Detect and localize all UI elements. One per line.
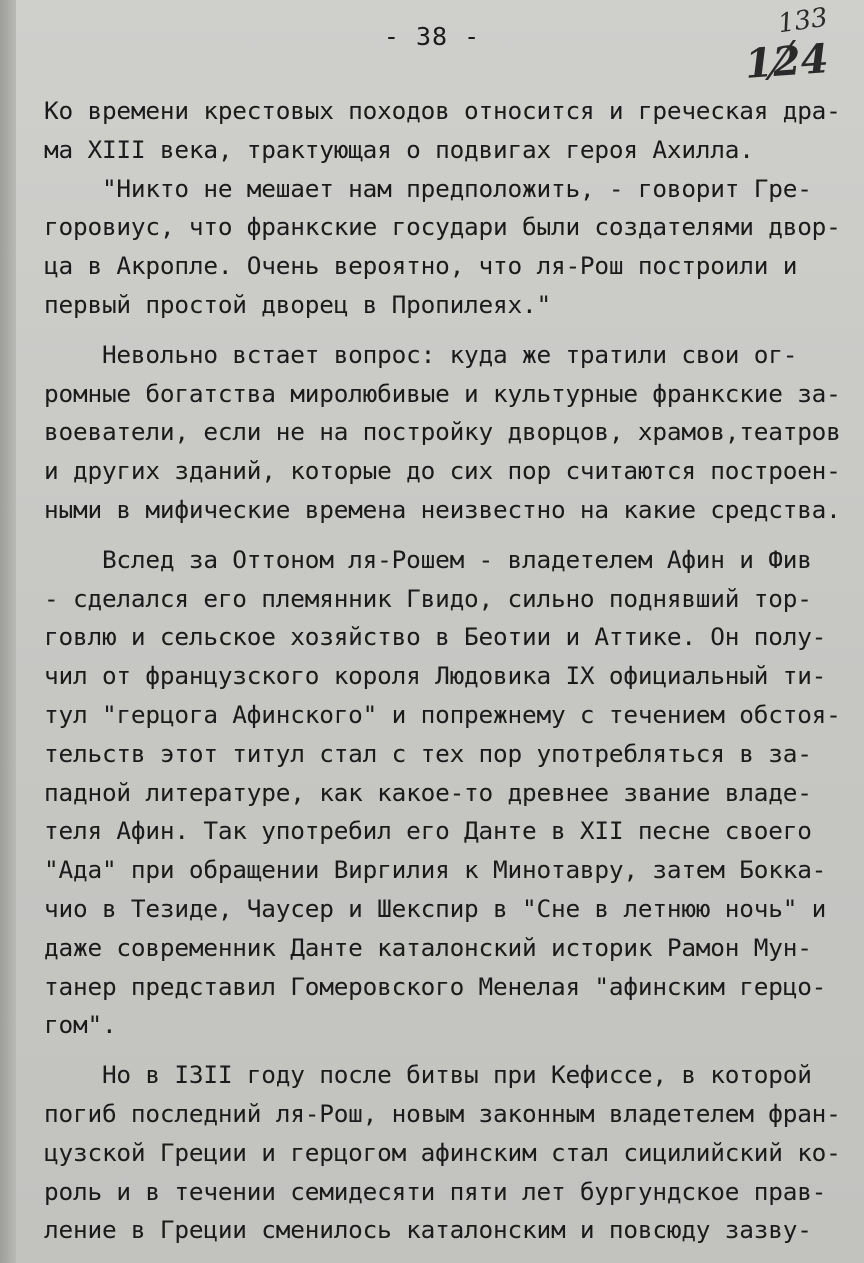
text-line: даже современник Данте каталонский историк Рамон Мун- <box>44 932 812 962</box>
text-line: теля Афин. Так употребил его Данте в XII песне своего <box>44 816 812 846</box>
text-line: Ко времени крестовых походов относится и греческая дра- <box>44 96 841 125</box>
text-line: танер представил Гомеровского Менелая "афинским герцо- <box>44 971 827 1001</box>
text-line: ма XIII века, трактующая о подвигах героя Ахилла. <box>44 134 754 164</box>
text-line: говлю и сельское хозяйство в Беотии и Аттике. Он полу- <box>44 622 827 652</box>
text-line: чио в Тезиде, Чаусер и Шекспир в "Сне в летнюю ночь" и <box>44 893 827 923</box>
text-line: первый простой дворец в Пропилеях." <box>44 289 551 319</box>
text-line: тельств этот титул стал с тех пор употребляться в за- <box>44 738 812 768</box>
scan-left-edge <box>0 0 16 1263</box>
folio-number <box>742 2 846 88</box>
text-line: "Ада" при обращении Виргилия к Минотавру, затем Бокка- <box>44 855 827 885</box>
text-line: Невольно встает вопрос: куда же тратили свои ог- <box>44 339 798 369</box>
text-line: ными в мифические времена неизвестно на какие средства. <box>44 494 841 524</box>
text-line: горовиус, что франкские государи были создателями двор- <box>44 212 841 242</box>
text-line: падной литературе, как какое-то древнее звание владе- <box>44 777 812 807</box>
text-line: воеватели, если не на постройку дворцов, храмов,театров <box>44 417 841 447</box>
text-line: Но в I3II году после битвы при Кефиссе, в которой <box>44 1060 812 1090</box>
text-line: погиб последний ля-Рош, новым законным владетелем фран- <box>44 1098 841 1128</box>
text-line: ца в Акропле. Очень вероятно, что ля-Рош построили и <box>44 251 798 281</box>
text-line: тул "герцога Афинского" и попрежнему с течением обстоя- <box>44 699 841 729</box>
text-line: "Никто не мешает нам предположить, - говорит Гре- <box>44 173 812 203</box>
text-line: чил от французского короля Людовика IX официальный ти- <box>44 661 827 691</box>
text-line: - сделался его племянник Гвидо, сильно поднявший тор- <box>44 583 812 613</box>
folio-current: 133 <box>776 2 830 40</box>
text-line: гом". <box>44 1010 117 1040</box>
text-line: ление в Греции сменилось каталонским и повсюду зазву- <box>44 1215 812 1245</box>
text-line: и других зданий, которые до сих пор считаются построен- <box>44 456 841 486</box>
body-text <box>44 92 860 1250</box>
page-number: - 38 - <box>383 22 481 51</box>
text-line: цузской Греции и герцогом афинским стал сицилийский ко- <box>44 1137 841 1167</box>
text-line: Вслед за Оттоном ля-Рошем - владетелем Афин и Фив <box>44 544 812 574</box>
text-line: роль и в течении семидесяти пяти лет бургундское прав- <box>44 1176 827 1206</box>
folio-crossed: 124 <box>742 35 830 88</box>
text-line: ромные богатства миролюбивые и культурные франкские за- <box>44 378 841 408</box>
